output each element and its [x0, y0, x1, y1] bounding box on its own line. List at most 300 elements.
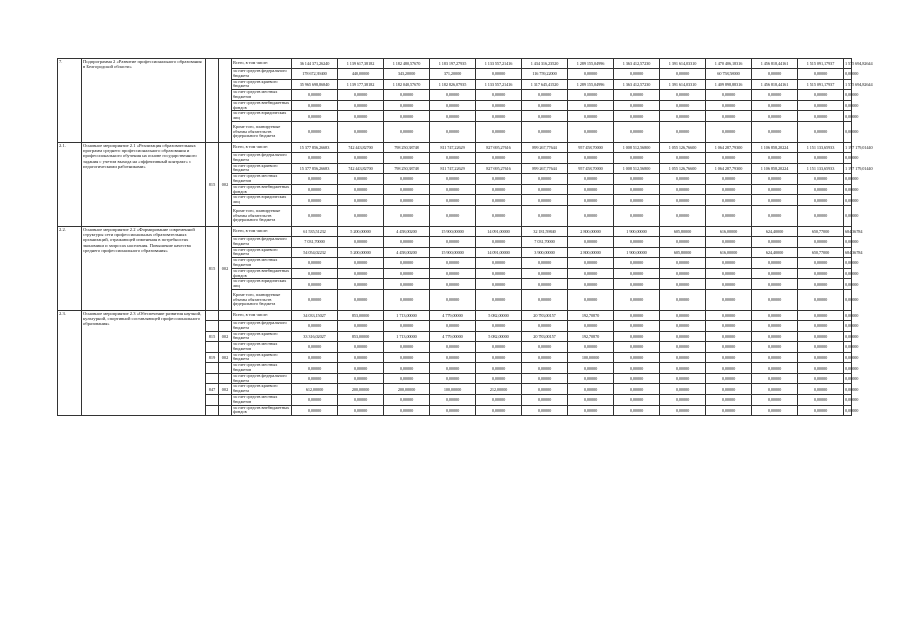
amount-cell: 0,00000	[292, 342, 338, 353]
amount-cell: 0,00000	[660, 405, 706, 416]
amount-cell: 684,36784	[844, 226, 852, 236]
funding-source-label: за счет средств местных бюджетов	[232, 363, 292, 374]
amount-cell: 0,00000	[798, 363, 844, 374]
amount-cell: 0,00000	[292, 184, 338, 195]
rz-code	[219, 395, 232, 406]
amount-cell: 0,00000	[798, 352, 844, 363]
section-number: 7.	[58, 59, 82, 143]
funding-source-label: за счет средств внебюджетных фондов	[232, 100, 292, 111]
amount-cell: 0,00000	[430, 373, 476, 384]
amount-cell: 0,00000	[844, 352, 852, 363]
amount-cell: 0,00000	[476, 279, 522, 290]
amount-cell: 1 456 818,44161	[752, 59, 798, 69]
amount-cell: 742 443,82700	[338, 142, 384, 152]
funding-source-label: за счет средств внебюджетных фондов	[232, 184, 292, 195]
amount-cell: 0,00000	[568, 268, 614, 279]
amount-cell: 0,00000	[752, 279, 798, 290]
amount-cell: 0,00000	[384, 90, 430, 101]
amount-cell: 200,00000	[338, 384, 384, 395]
amount-cell: 0,00000	[522, 205, 568, 226]
amount-cell: 0,00000	[752, 121, 798, 142]
amount-cell: 1 363 412,57230	[614, 59, 660, 69]
rz-code	[219, 363, 232, 374]
amount-cell: 1 197 179,01440	[844, 142, 852, 152]
amount-cell: 0,00000	[798, 258, 844, 269]
amount-cell: 0,00000	[522, 268, 568, 279]
grbs-code	[206, 310, 219, 320]
amount-cell: 1 106 858,20224	[752, 142, 798, 152]
amount-cell: 20 783,00157	[522, 310, 568, 320]
amount-cell: 0,00000	[430, 184, 476, 195]
amount-cell: 0,00000	[568, 395, 614, 406]
amount-cell: 0,00000	[476, 195, 522, 206]
rz-code: 002	[219, 384, 232, 395]
amount-cell: 0,00000	[752, 405, 798, 416]
rz-code	[219, 59, 232, 143]
funding-source-label: за счет средств местных бюджетов	[232, 395, 292, 406]
amount-cell: 0,00000	[752, 268, 798, 279]
amount-cell: 0,00000	[522, 373, 568, 384]
amount-cell: 343,20000	[384, 69, 430, 80]
amount-cell: 0,00000	[706, 258, 752, 269]
amount-cell: 0,00000	[752, 90, 798, 101]
amount-cell: 0,00000	[384, 174, 430, 185]
amount-cell: 0,00000	[338, 352, 384, 363]
amount-cell: 0,00000	[798, 405, 844, 416]
amount-cell: 0,00000	[384, 111, 430, 122]
amount-cell: 811 747,22629	[430, 163, 476, 174]
amount-cell: 0,00000	[384, 236, 430, 247]
amount-cell: 0,00000	[752, 69, 798, 80]
table-row	[58, 310, 852, 320]
grbs-code	[206, 363, 219, 374]
amount-cell: 0,00000	[844, 152, 852, 163]
amount-cell: 853,00000	[338, 310, 384, 320]
amount-cell: 742 443,82700	[338, 163, 384, 174]
amount-cell: 0,00000	[706, 373, 752, 384]
amount-cell: 0,00000	[476, 405, 522, 416]
amount-cell: 0,00000	[568, 373, 614, 384]
rz-code	[219, 405, 232, 416]
amount-cell: 14 091,00000	[476, 247, 522, 258]
amount-cell: 0,00000	[844, 363, 852, 374]
amount-cell: 15 900,00000	[430, 247, 476, 258]
amount-cell: 0,00000	[660, 289, 706, 310]
amount-cell: 7 031,70000	[522, 236, 568, 247]
amount-cell: 0,00000	[660, 320, 706, 331]
funding-source-label: за счет средств федерального бюджета	[232, 236, 292, 247]
amount-cell: 0,00000	[568, 100, 614, 111]
amount-cell: 0,00000	[844, 184, 852, 195]
amount-cell: 1 133 557,21416	[476, 59, 522, 69]
amount-cell: 5 200,00000	[338, 247, 384, 258]
amount-cell: 0,00000	[522, 90, 568, 101]
amount-cell: 1 289 155,04996	[568, 79, 614, 90]
amount-cell: 605,80000	[660, 247, 706, 258]
amount-cell: 0,00000	[568, 289, 614, 310]
amount-cell: 0,00000	[752, 236, 798, 247]
amount-cell: 0,00000	[384, 205, 430, 226]
amount-cell: 0,00000	[798, 331, 844, 342]
section-name: Основное мероприятие 2.2 «Формирование современной структуры сети профессиональных образовательных организаций, отражающей изменения в потребностях экономики и запросах населения. Повышение качества среднего профессионального образования»	[82, 226, 206, 310]
amount-cell: 0,00000	[292, 395, 338, 406]
amount-cell: 0,00000	[568, 236, 614, 247]
amount-cell: 54 054,02232	[292, 247, 338, 258]
rz-code	[219, 342, 232, 353]
amount-cell: 1 008 512,56800	[614, 163, 660, 174]
amount-cell: 0,00000	[384, 195, 430, 206]
funding-source-label: за счет средств местных бюджетов	[232, 342, 292, 353]
amount-cell: 0,00000	[476, 90, 522, 101]
amount-cell: 0,00000	[338, 90, 384, 101]
amount-cell: 0,00000	[844, 174, 852, 185]
amount-cell: 0,00000	[476, 69, 522, 80]
funding-source-label: Всего, в том числе:	[232, 59, 292, 69]
amount-cell: 0,00000	[844, 279, 852, 290]
amount-cell: 0,00000	[292, 258, 338, 269]
amount-cell: 0,00000	[522, 405, 568, 416]
amount-cell: 0,00000	[706, 195, 752, 206]
amount-cell: 1 575 694,82644	[844, 59, 852, 69]
funding-source-label: Всего, в том числе:	[232, 226, 292, 236]
amount-cell: 0,00000	[338, 320, 384, 331]
amount-cell: 0,00000	[292, 373, 338, 384]
amount-cell: 0,00000	[338, 184, 384, 195]
amount-cell: 1 182 826,07935	[430, 79, 476, 90]
amount-cell: 0,00000	[614, 289, 660, 310]
amount-cell: 0,00000	[430, 320, 476, 331]
amount-cell: 616,00000	[706, 247, 752, 258]
amount-cell: 0,00000	[706, 90, 752, 101]
rz-code: 002	[219, 331, 232, 342]
amount-cell: 798 250,38748	[384, 142, 430, 152]
section-name: Подпрограмма 2 «Развитие профессионального образования в Белгородской области»	[82, 59, 206, 143]
amount-cell: 0,00000	[338, 152, 384, 163]
amount-cell: 0,00000	[706, 279, 752, 290]
amount-cell: 0,00000	[568, 320, 614, 331]
amount-cell: 0,00000	[430, 279, 476, 290]
section-number: 2.1.	[58, 142, 82, 226]
amount-cell: 0,00000	[568, 121, 614, 142]
amount-cell: 0,00000	[614, 258, 660, 269]
amount-cell: 1 055 126,76600	[660, 142, 706, 152]
amount-cell: 1 182 480,57670	[384, 59, 430, 69]
amount-cell: 0,00000	[522, 174, 568, 185]
amount-cell: 61 535,51232	[292, 226, 338, 236]
funding-source-label: за счет средств федерального бюджета	[232, 152, 292, 163]
amount-cell: 1 183 197,27935	[430, 59, 476, 69]
amount-cell: 0,00000	[614, 100, 660, 111]
amount-cell: 0,00000	[752, 310, 798, 320]
funding-source-label: Всего, в том числе:	[232, 142, 292, 152]
amount-cell: 0,00000	[614, 90, 660, 101]
amount-cell: 0,00000	[338, 236, 384, 247]
amount-cell: 1 139 177,38182	[338, 79, 384, 90]
amount-cell: 0,00000	[568, 342, 614, 353]
amount-cell: 0,00000	[798, 121, 844, 142]
amount-cell: 853,00000	[338, 331, 384, 342]
amount-cell: 60 758,58000	[706, 69, 752, 80]
amount-cell: 811 747,22629	[430, 142, 476, 152]
amount-cell: 0,00000	[660, 342, 706, 353]
amount-cell: 0,00000	[660, 279, 706, 290]
amount-cell: 0,00000	[844, 395, 852, 406]
amount-cell: 4 458,00200	[384, 247, 430, 258]
amount-cell: 0,00000	[706, 205, 752, 226]
amount-cell: 0,00000	[430, 236, 476, 247]
funding-source-label: за счет средств местных бюджетов	[232, 90, 292, 101]
amount-cell: 899 267,77644	[522, 163, 568, 174]
amount-cell: 0,00000	[292, 152, 338, 163]
amount-cell: 36 144 371,26240	[292, 59, 338, 69]
amount-cell: 0,00000	[292, 352, 338, 363]
grbs-code: 847	[206, 384, 219, 395]
amount-cell: 0,00000	[660, 384, 706, 395]
funding-source-label: за счет средств местных бюджетов	[232, 174, 292, 185]
amount-cell: 0,00000	[614, 342, 660, 353]
amount-cell: 0,00000	[476, 289, 522, 310]
amount-cell: 1 391 614,03310	[660, 59, 706, 69]
amount-cell: 0,00000	[476, 100, 522, 111]
amount-cell: 0,00000	[706, 121, 752, 142]
amount-cell: 0,00000	[338, 174, 384, 185]
amount-cell: 0,00000	[660, 331, 706, 342]
amount-cell: 0,00000	[430, 111, 476, 122]
amount-cell: 212,00000	[476, 384, 522, 395]
amount-cell: 0,00000	[292, 111, 338, 122]
grbs-code	[206, 342, 219, 353]
amount-cell: 0,00000	[798, 69, 844, 80]
amount-cell: 0,00000	[706, 320, 752, 331]
amount-cell: 0,00000	[844, 195, 852, 206]
amount-cell: 116 759,22000	[522, 69, 568, 80]
amount-cell: 0,00000	[706, 384, 752, 395]
amount-cell: 0,00000	[338, 121, 384, 142]
amount-cell: 0,00000	[844, 320, 852, 331]
amount-cell: 178 672,39400	[292, 69, 338, 80]
amount-cell: 0,00000	[752, 395, 798, 406]
amount-cell: 0,00000	[660, 195, 706, 206]
table-row	[58, 59, 852, 69]
amount-cell: 32 181,59840	[522, 226, 568, 236]
amount-cell: 0,00000	[752, 331, 798, 342]
amount-cell: 0,00000	[568, 384, 614, 395]
rz-code	[219, 373, 232, 384]
amount-cell: 0,00000	[292, 320, 338, 331]
amount-cell: 0,00000	[522, 111, 568, 122]
funding-source-label: за счет средств внебюджетных фондов	[232, 268, 292, 279]
amount-cell: 957 458,70000	[568, 163, 614, 174]
amount-cell: 0,00000	[752, 352, 798, 363]
funding-source-label: за счет средств краевого бюджета	[232, 247, 292, 258]
amount-cell: 0,00000	[706, 289, 752, 310]
amount-cell: 0,00000	[384, 258, 430, 269]
amount-cell: 0,00000	[384, 342, 430, 353]
amount-cell: 0,00000	[476, 258, 522, 269]
amount-cell: 5 200,00000	[338, 226, 384, 236]
amount-cell: 0,00000	[292, 205, 338, 226]
amount-cell: 33 316,02027	[292, 331, 338, 342]
amount-cell: 0,00000	[476, 152, 522, 163]
amount-cell: 1 470 406,18316	[706, 59, 752, 69]
amount-cell: 0,00000	[292, 289, 338, 310]
amount-cell: 0,00000	[614, 279, 660, 290]
amount-cell: 0,00000	[706, 152, 752, 163]
section-number: 2.2.	[58, 226, 82, 310]
amount-cell: 0,00000	[522, 342, 568, 353]
amount-cell: 0,00000	[706, 111, 752, 122]
section-name: Основное мероприятие 2.1 «Реализация образовательных программ среднего профессионального образования и профессионального обучения на основе государственного задания с учетом выхода на «эффективный контракт» с педагогическими работниками»	[82, 142, 206, 226]
amount-cell: 0,00000	[660, 268, 706, 279]
amount-cell: 0,00000	[476, 320, 522, 331]
amount-cell: 0,00000	[430, 405, 476, 416]
amount-cell: 0,00000	[660, 205, 706, 226]
section-number: 2.3.	[58, 310, 82, 415]
amount-cell: 0,00000	[798, 174, 844, 185]
amount-cell: 1 064 287,79300	[706, 163, 752, 174]
amount-cell: 0,00000	[384, 268, 430, 279]
amount-cell: 35 965 698,86840	[292, 79, 338, 90]
grbs-code	[206, 59, 219, 143]
amount-cell: 0,00000	[706, 405, 752, 416]
amount-cell: 0,00000	[614, 268, 660, 279]
amount-cell: 0,00000	[752, 373, 798, 384]
amount-cell: 0,00000	[660, 69, 706, 80]
amount-cell: 0,00000	[614, 373, 660, 384]
amount-cell: 0,00000	[568, 195, 614, 206]
budget-table-sheet	[57, 58, 873, 416]
amount-cell: 0,00000	[430, 352, 476, 363]
amount-cell: 0,00000	[338, 205, 384, 226]
amount-cell: 0,00000	[706, 174, 752, 185]
amount-cell: 0,00000	[752, 100, 798, 111]
amount-cell: 0,00000	[798, 342, 844, 353]
amount-cell: 0,00000	[844, 121, 852, 142]
amount-cell: 0,00000	[752, 363, 798, 374]
amount-cell: 0,00000	[476, 184, 522, 195]
rz-code	[219, 320, 232, 331]
amount-cell: 0,00000	[844, 384, 852, 395]
amount-cell: 0,00000	[660, 90, 706, 101]
amount-cell: 0,00000	[338, 279, 384, 290]
amount-cell: 15 377 856,26683	[292, 163, 338, 174]
amount-cell: 0,00000	[476, 236, 522, 247]
amount-cell: 0,00000	[706, 100, 752, 111]
amount-cell: 0,00000	[660, 121, 706, 142]
amount-cell: 0,00000	[522, 184, 568, 195]
amount-cell: 0,00000	[798, 152, 844, 163]
amount-cell: 0,00000	[844, 236, 852, 247]
amount-cell: 0,00000	[568, 363, 614, 374]
amount-cell: 0,00000	[614, 152, 660, 163]
amount-cell: 0,00000	[522, 152, 568, 163]
funding-source-label: Кроме того, планируемые объемы обязательств федерального бюджета	[232, 289, 292, 310]
amount-cell: 1 289 155,04996	[568, 59, 614, 69]
amount-cell: 0,00000	[752, 174, 798, 185]
amount-cell: 0,00000	[798, 236, 844, 247]
amount-cell: 0,00000	[614, 310, 660, 320]
amount-cell: 0,00000	[844, 258, 852, 269]
funding-source-label: за счет средств юридических лиц	[232, 111, 292, 122]
amount-cell: 34 033,15027	[292, 310, 338, 320]
amount-cell: 0,00000	[384, 100, 430, 111]
amount-cell: 0,00000	[292, 195, 338, 206]
amount-cell: 0,00000	[614, 320, 660, 331]
amount-cell: 0,00000	[384, 373, 430, 384]
amount-cell: 0,00000	[798, 184, 844, 195]
amount-cell: 1 133 557,21416	[476, 79, 522, 90]
amount-cell: 0,00000	[338, 363, 384, 374]
amount-cell: 0,00000	[476, 268, 522, 279]
amount-cell: 0,00000	[522, 395, 568, 406]
amount-cell: 0,00000	[292, 90, 338, 101]
amount-cell: 0,00000	[338, 373, 384, 384]
amount-cell: 20 783,00157	[522, 331, 568, 342]
amount-cell: 0,00000	[430, 152, 476, 163]
amount-cell: 0,00000	[568, 184, 614, 195]
amount-cell: 0,00000	[798, 310, 844, 320]
amount-cell: 0,00000	[476, 395, 522, 406]
amount-cell: 0,00000	[430, 90, 476, 101]
funding-source-label: за счет средств юридических лиц	[232, 195, 292, 206]
amount-cell: 0,00000	[660, 373, 706, 384]
amount-cell: 1 409 898,88316	[706, 79, 752, 90]
rz-code: 002	[219, 352, 232, 363]
amount-cell: 0,00000	[752, 289, 798, 310]
amount-cell: 1 151 133,65933	[798, 142, 844, 152]
amount-cell: 0,00000	[798, 384, 844, 395]
amount-cell: 0,00000	[798, 205, 844, 226]
amount-cell: 1 456 818,44161	[752, 79, 798, 90]
amount-cell: 0,00000	[614, 195, 660, 206]
amount-cell: 5 082,00000	[476, 331, 522, 342]
amount-cell: 0,00000	[752, 384, 798, 395]
rz-code: 002	[219, 142, 232, 226]
amount-cell: 650,77000	[798, 226, 844, 236]
amount-cell: 7 031,70000	[292, 236, 338, 247]
amount-cell: 0,00000	[706, 268, 752, 279]
grbs-code	[206, 373, 219, 384]
amount-cell: 1 055 126,76600	[660, 163, 706, 174]
amount-cell: 0,00000	[660, 184, 706, 195]
amount-cell: 5 082,00000	[476, 310, 522, 320]
amount-cell: 0,00000	[476, 111, 522, 122]
amount-cell: 0,00000	[752, 258, 798, 269]
amount-cell: 0,00000	[338, 111, 384, 122]
amount-cell: 616,00000	[706, 226, 752, 236]
amount-cell: 1 391 614,03310	[660, 79, 706, 90]
rz-code	[219, 310, 232, 320]
amount-cell: 0,00000	[706, 352, 752, 363]
amount-cell: 0,00000	[384, 279, 430, 290]
amount-cell: 0,00000	[430, 121, 476, 142]
funding-source-label: за счет средств федерального бюджета	[232, 373, 292, 384]
amount-cell: 650,77000	[798, 247, 844, 258]
amount-cell: 0,00000	[292, 268, 338, 279]
amount-cell: 1 713,00000	[384, 310, 430, 320]
amount-cell: 0,00000	[568, 152, 614, 163]
amount-cell: 0,00000	[614, 395, 660, 406]
amount-cell: 0,00000	[522, 195, 568, 206]
amount-cell: 1 515 091,17937	[798, 59, 844, 69]
amount-cell: 827 695,27616	[476, 163, 522, 174]
amount-cell: 0,00000	[338, 100, 384, 111]
amount-cell: 0,00000	[844, 289, 852, 310]
amount-cell: 0,00000	[384, 405, 430, 416]
amount-cell: 0,00000	[522, 121, 568, 142]
funding-source-label: за счет средств краевого бюджета	[232, 384, 292, 395]
amount-cell: 440,00000	[338, 69, 384, 80]
